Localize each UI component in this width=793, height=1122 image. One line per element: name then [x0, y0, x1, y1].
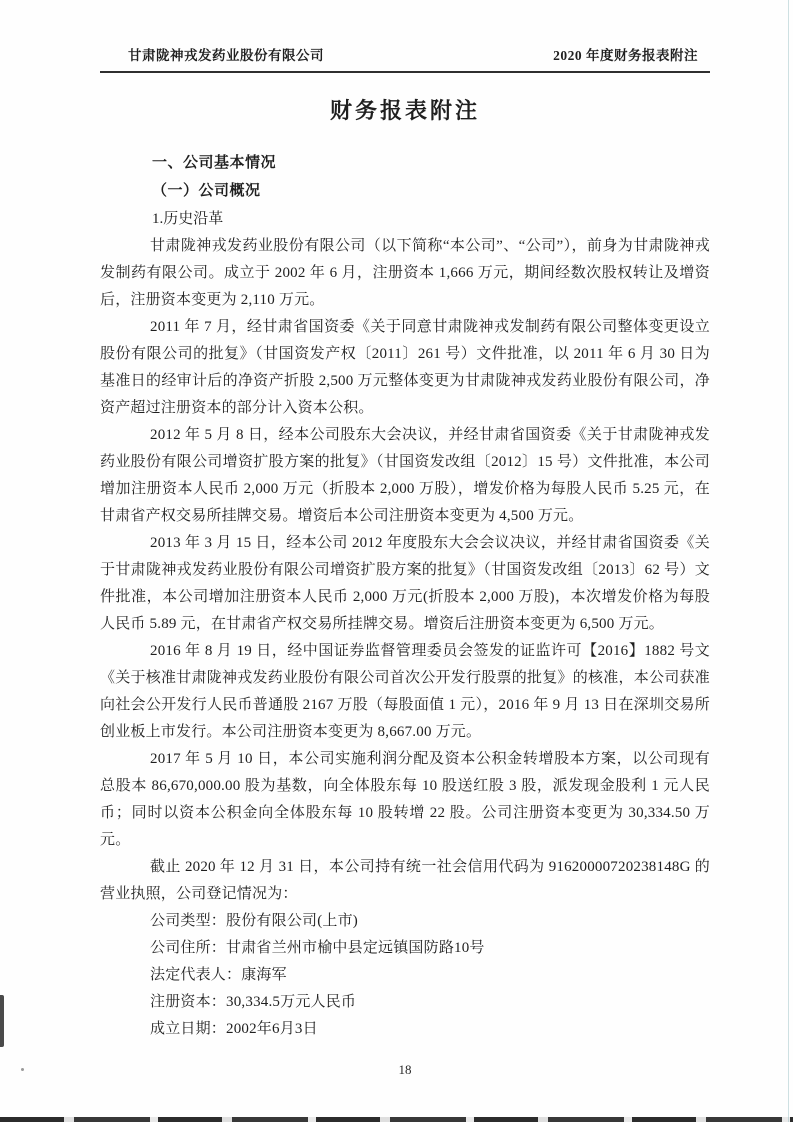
registration-value: 甘肃省兰州市榆中县定远镇国防路10号 — [226, 940, 485, 956]
section-headings — [100, 149, 710, 233]
scan-artifact-speck — [21, 1068, 24, 1071]
registration-establishment-date — [100, 1016, 710, 1043]
document-title: 财务报表附注 — [329, 98, 480, 123]
paragraph-2016-ipo: 2016 年 8 月 19 日，经中国证券监督管理委员会签发的证监许可【2016】1882 号文《关于核准甘肃陇神戎发药业股份有限公司首次公开发行股票的批复》的核准，本公司获准向社会公开发行人民币普通股 2167 万股（每股面值 1 元），2016 年 9 月 13 日在深圳交易所创业板上市发行。本公司注册资本变更为 8,667.00 万元。 — [100, 643, 710, 740]
header-company-name: 甘肃陇神戎发药业股份有限公司 — [128, 48, 324, 63]
registration-label: 成立日期： — [150, 1021, 227, 1037]
paragraph-2011-restructure: 2011 年 7 月，经甘肃省国资委《关于同意甘肃陇神戎发制药有限公司整体变更设立股份有限公司的批复》（甘国资发产权〔2011〕261 号）文件批准，以 2011 年 6 月 30 日为基准日的经审计后的净资产折股 2,500 万元整体变更为甘肃陇神戎发药业股份有限公司，净资产超过注册资本的部分计入资本公积。 — [100, 319, 710, 416]
registration-company-address — [100, 935, 710, 962]
page-number: 18 — [398, 1062, 412, 1077]
heading-company-basic-info: 一、公司基本情况 — [152, 154, 277, 171]
paragraph-2013-capital-increase: 2013 年 3 月 15 日，经本公司 2012 年度股东大会会议决议，并经甘肃省国资委《关于甘肃陇神戎发药业股份有限公司增资扩股方案的批复》（甘国资发改组〔2013〕62 号）文件批准，本公司增加注册资本人民币 2,000 万元(折股本 2,000 万股)，本次增发价格为每股人民币 5.89 元，在甘肃省产权交易所挂牌交易。增资后注册资本变更为 6,500 万元。 — [100, 535, 710, 632]
registration-label: 公司住所： — [150, 940, 227, 956]
scan-artifact-bottom-edge — [0, 1117, 793, 1122]
registration-legal-representative — [100, 962, 710, 989]
scan-artifact-left-edge — [0, 995, 4, 1047]
paragraph-2017-profit-distribution: 2017 年 5 月 10 日，本公司实施利润分配及资本公积金转增股本方案，以公司现有总股本 86,670,000.00 股为基数，向全体股东每 10 股送红股 3 股，派发现金股利 1 元人民币；同时以资本公积金向全体股东每 10 股转增 22 股。公司注册资本变更为 30,334.50 万元。 — [100, 751, 710, 848]
registration-label: 注册资本： — [150, 994, 227, 1010]
paragraph-2020-license: 截止 2020 年 12 月 31 日，本公司持有统一社会信用代码为 91620000720238148G 的营业执照，公司登记情况为： — [100, 859, 710, 902]
paragraph-2012-capital-increase: 2012 年 5 月 8 日，经本公司股东大会决议，并经甘肃省国资委《关于甘肃陇神戎发药业股份有限公司增资扩股方案的批复》（甘国资发改组〔2012〕15 号）文件批准，本公司增加注册资本人民币 2,000 万元（折股本 2,000 万股），增发价格为每股人民币 5.25 元，在甘肃省产权交易所挂牌交易。增资后本公司注册资本变更为 4,500 万元。 — [100, 427, 710, 524]
registration-value: 2002年6月3日 — [226, 1021, 318, 1037]
document-body — [100, 233, 710, 1078]
header-report-title: 2020 年度财务报表附注 — [553, 48, 698, 63]
registration-label: 公司类型： — [150, 913, 227, 929]
registration-registered-capital — [100, 989, 710, 1016]
registration-company-type — [100, 908, 710, 935]
paragraph-company-origin: 甘肃陇神戎发药业股份有限公司（以下简称“本公司”、“公司”），前身为甘肃陇神戎发制药有限公司。成立于 2002 年 6 月，注册资本 1,666 万元，期间经数次股权转让及增资后，注册资本变更为 2,110 万元。 — [100, 238, 710, 308]
heading-history: 1.历史沿革 — [152, 211, 224, 227]
page-header — [100, 47, 710, 73]
header-rule — [100, 71, 710, 73]
registration-value: 康海军 — [241, 967, 287, 983]
header-row — [100, 47, 710, 64]
scan-artifact-right-edge — [788, 0, 789, 1122]
heading-company-overview: （一）公司概况 — [152, 182, 261, 199]
registration-value: 股份有限公司(上市) — [226, 913, 359, 929]
registration-value: 30,334.5万元人民币 — [226, 994, 357, 1010]
registration-label: 法定代表人： — [150, 967, 242, 983]
